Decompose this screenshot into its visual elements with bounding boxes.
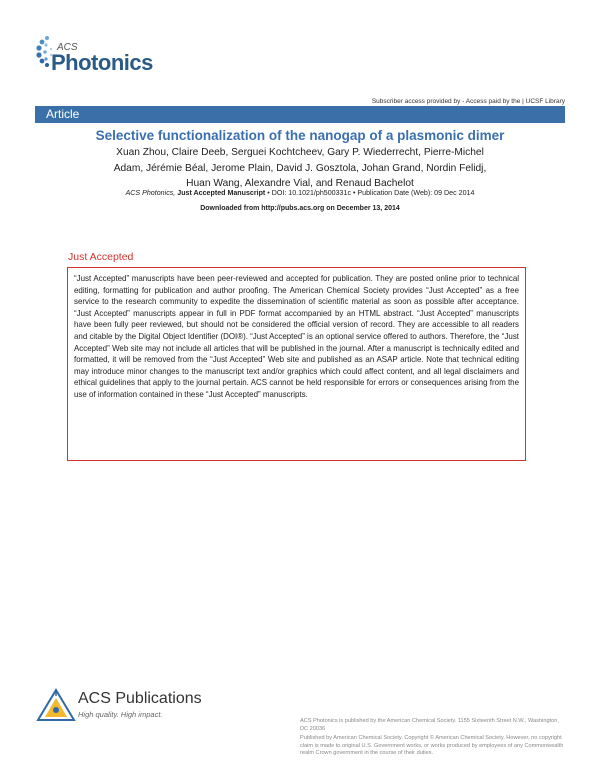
subscriber-note: Subscriber access provided by - Access paid by the | UCSF Library (371, 98, 565, 105)
footer-line-2: Published by American Chemical Society. Copyright © American Chemical Society. However, no copyright claim is made to original U.S. Government works, or works produced by employees of any Commonwealth realm Crown government in the course of their duties. (300, 735, 564, 757)
footer-line-1: ACS Photonics is published by the American Chemical Society. 1155 Sixteenth Street N.W., Washington, DC 20036 (300, 718, 559, 732)
publisher-tagline: High quality. High impact. (78, 710, 163, 719)
publication-meta (35, 189, 565, 197)
journal-logo-name: Photonics (51, 50, 153, 75)
acs-publications-logo-icon (36, 688, 76, 724)
just-accepted-text: “Just Accepted” manuscripts have been peer-reviewed and accepted for publication. They are posted online prior to technical editing, formatting for publication and author proofing. The American Chemical Society provides “Just Accepted” as a free service to the research community to expedite the dissemination of scientific material as soon as possible after acceptance. “Just Accepted” manuscripts appear in full in PDF format accompanied by an HTML abstract. “Just Accepted” manuscripts have been fully peer reviewed, but should not be considered the official version of record. They are accessible to all readers and citable by the Digital Object Identifier (DOI®). “Just Accepted” is an optional service offered to authors. Therefore, the “Just Accepted” Web site may not include all articles that will be published in the journal. After a manuscript is technically edited and formatted, it will be removed from the “Just Accepted” Web site and published as an ASAP article. Note that technical editing may introduce minor changes to the manuscript text and/or graphics which could affect content, and all legal disclaimers and ethical guidelines that apply to the journal pertain. ACS cannot be held responsible for errors or consequences arising from the use of information contained in these “Just Accepted” manuscripts. (74, 274, 519, 399)
paper-title: Selective functionalization of the nanogap of a plasmonic dimer (95, 128, 505, 143)
download-note: Downloaded from http://pubs.acs.org on December 13, 2014 (200, 205, 400, 212)
section-bar (35, 106, 565, 123)
meta-status: Just Accepted Manuscript (177, 189, 266, 197)
footer-notice (300, 718, 565, 760)
journal-logo-acs: ACS (57, 42, 78, 53)
just-accepted-box (67, 267, 526, 461)
section-label: Article (46, 107, 80, 121)
just-accepted-heading: Just Accepted (68, 251, 134, 263)
meta-journal: ACS Photonics, (125, 189, 176, 197)
publisher-name: ACS Publications (78, 690, 202, 707)
author-list: Xuan Zhou, Claire Deeb, Serguei Kochtcheev, Gary P. Wiederrecht, Pierre-Michel Adam, Jérémie Béal, Jerome Plain, David J. Gosztola, Johan Grand, Nordin Felidj, Huan Wang, Alexandre Vial, and Renaud Bachelot (113, 147, 487, 189)
meta-doi-date: • DOI: 10.1021/ph500331c • Publication Date (Web): 09 Dec 2014 (265, 189, 475, 197)
